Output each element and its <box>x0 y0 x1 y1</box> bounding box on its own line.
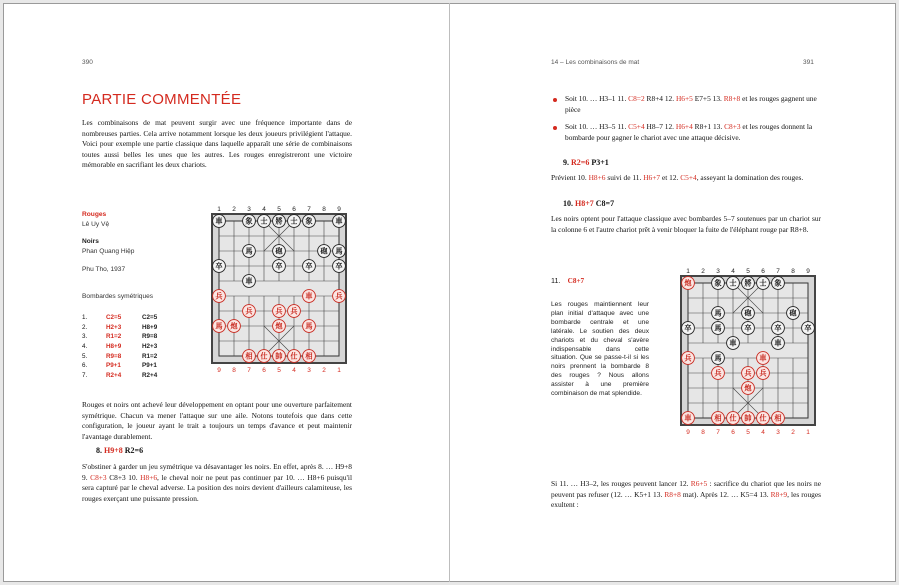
piece-glyph: 卒 <box>684 323 692 333</box>
red-piece <box>333 290 346 303</box>
move-cell-w: P9+1 <box>106 362 121 370</box>
file-label-top: 5 <box>746 268 750 275</box>
red-piece <box>213 290 226 303</box>
black-piece <box>742 322 755 335</box>
piece-glyph: 車 <box>215 216 223 226</box>
move-cell-n: 4. <box>82 343 88 351</box>
red-piece <box>757 352 770 365</box>
black-piece <box>712 307 725 320</box>
black-piece <box>273 260 286 273</box>
move-row <box>82 342 178 352</box>
piece-glyph: 炮 <box>684 278 692 288</box>
piece-glyph: 車 <box>335 216 343 226</box>
black-piece <box>303 260 316 273</box>
move-9: 9. R2=6 P3+1 <box>563 158 609 167</box>
black-piece <box>712 277 725 290</box>
black-piece <box>772 337 785 350</box>
move-cell-n: 2. <box>82 323 88 331</box>
piece-glyph: 馬 <box>335 246 343 256</box>
file-label-top: 4 <box>262 206 266 213</box>
piece-glyph: 砲 <box>789 308 797 318</box>
piece-glyph: 馬 <box>215 321 223 331</box>
red-piece <box>682 277 695 290</box>
piece-glyph: 砲 <box>275 246 283 256</box>
piece-glyph: 相 <box>245 351 253 361</box>
move-row <box>82 313 178 323</box>
file-label-top: 1 <box>217 206 221 213</box>
red-piece <box>258 350 271 363</box>
move-cell-b: H8+9 <box>142 323 158 331</box>
move-cell-w: H8+9 <box>106 343 122 351</box>
file-label-top: 7 <box>776 268 780 275</box>
red-piece <box>243 350 256 363</box>
red-piece <box>682 412 695 425</box>
file-label-top: 9 <box>806 268 810 275</box>
red-piece <box>712 412 725 425</box>
file-label-bottom: 2 <box>322 367 326 374</box>
red-piece <box>742 382 755 395</box>
piece-glyph: 卒 <box>804 323 812 333</box>
move-cell-w: R2+4 <box>106 371 122 379</box>
red-piece <box>303 290 316 303</box>
move-10: 10. H8+7 C8=7 <box>563 199 615 208</box>
file-label-bottom: 1 <box>806 429 810 436</box>
move-cell-n: 7. <box>82 371 88 379</box>
piece-glyph: 馬 <box>245 246 253 256</box>
move-cell-b: R9=8 <box>142 333 158 341</box>
black-piece <box>727 337 740 350</box>
piece-glyph: 馬 <box>714 308 722 318</box>
piece-glyph: 相 <box>714 413 722 423</box>
piece-glyph: 兵 <box>290 306 298 316</box>
piece-glyph: 車 <box>759 353 767 363</box>
file-label-bottom: 3 <box>776 429 780 436</box>
piece-glyph: 仕 <box>759 413 767 423</box>
move-cell-n: 6. <box>82 362 88 370</box>
piece-glyph: 將 <box>275 216 283 226</box>
piece-glyph: 兵 <box>275 306 283 316</box>
conclusion-paragraph: Si 11. … H3–2, les rouges peuvent lancer 12. R6+5 : sacrifice du chariot que les noirs ne peuvent pas refuser (12. … K5+1 13. R8+8 mat). Après 12. … K5=4 13. R8+9, les rouges exultent : <box>551 479 821 510</box>
piece-glyph: 卒 <box>774 323 782 333</box>
attack-paragraph: Les noirs optent pour l'attaque classique avec bombardes 5–7 soutenues par un chariot sur la colonne 6 et l'autre chariot prêt à venir bloquer la fuite de l'éléphant rouge par R8+8. <box>551 214 821 234</box>
red-piece <box>273 320 286 333</box>
black-piece <box>727 277 740 290</box>
red-player: Lê Uy Vệ <box>82 221 110 228</box>
move-row <box>82 323 178 333</box>
bullet-dot <box>553 98 557 102</box>
piece-glyph: 帥 <box>744 413 752 423</box>
piece-glyph: 兵 <box>684 353 692 363</box>
page-gutter <box>449 3 450 582</box>
black-piece <box>213 260 226 273</box>
right-page <box>451 3 895 582</box>
file-label-bottom: 9 <box>686 429 690 436</box>
file-label-top: 8 <box>322 206 326 213</box>
piece-glyph: 砲 <box>744 308 752 318</box>
piece-glyph: 象 <box>245 216 253 226</box>
red-piece <box>273 305 286 318</box>
piece-glyph: 車 <box>774 338 782 348</box>
board-diagram-2 <box>673 265 823 450</box>
piece-glyph: 士 <box>729 278 737 288</box>
red-piece <box>682 352 695 365</box>
piece-glyph: 馬 <box>714 323 722 333</box>
move-cell-b: C2=5 <box>142 314 158 322</box>
black-piece <box>243 245 256 258</box>
red-piece <box>228 320 241 333</box>
piece-glyph: 卒 <box>275 261 283 271</box>
right-page-number: 391 <box>803 59 814 66</box>
red-piece <box>712 367 725 380</box>
move-cell-b: H2+3 <box>142 343 158 351</box>
move-red: H9+8 <box>104 446 123 455</box>
piece-glyph: 卒 <box>744 323 752 333</box>
move-cell-w: C2=5 <box>106 314 122 322</box>
red-piece <box>213 320 226 333</box>
black-piece <box>712 322 725 335</box>
file-label-top: 8 <box>791 268 795 275</box>
piece-glyph: 兵 <box>714 368 722 378</box>
red-piece <box>273 350 286 363</box>
move-row <box>82 332 178 342</box>
file-label-top: 7 <box>307 206 311 213</box>
piece-glyph: 馬 <box>714 353 722 363</box>
piece-glyph: 帥 <box>275 351 283 361</box>
piece-glyph: 相 <box>774 413 782 423</box>
move-table <box>82 313 178 380</box>
piece-glyph: 象 <box>774 278 782 288</box>
file-label-bottom: 3 <box>307 367 311 374</box>
red-piece <box>243 305 256 318</box>
file-label-bottom: 9 <box>217 367 221 374</box>
move-black: R2=6 <box>124 446 144 455</box>
piece-glyph: 兵 <box>215 291 223 301</box>
black-piece <box>682 322 695 335</box>
piece-glyph: 車 <box>305 291 313 301</box>
prevention-paragraph: Prévient 10. H8+6 suivi de 11. H6+7 et 12. C5+4, asseyant la domination des rouges. <box>551 173 804 182</box>
file-label-bottom: 8 <box>232 367 236 374</box>
black-piece <box>772 322 785 335</box>
black-piece <box>288 215 301 228</box>
move-row <box>82 351 178 361</box>
piece-glyph: 兵 <box>245 306 253 316</box>
piece-glyph: 車 <box>684 413 692 423</box>
left-page <box>4 3 448 582</box>
red-piece <box>288 305 301 318</box>
left-page-number: 390 <box>82 59 93 66</box>
file-label-top: 4 <box>731 268 735 275</box>
file-label-bottom: 4 <box>761 429 765 436</box>
piece-glyph: 卒 <box>305 261 313 271</box>
black-piece <box>742 307 755 320</box>
red-piece <box>742 367 755 380</box>
piece-glyph: 仕 <box>729 413 737 423</box>
move-cell-n: 1. <box>82 314 88 322</box>
black-piece <box>333 260 346 273</box>
black-piece <box>787 307 800 320</box>
move-cell-b: P9+1 <box>142 362 157 370</box>
red-piece <box>303 350 316 363</box>
file-label-top: 6 <box>292 206 296 213</box>
move-cell-w: H2+3 <box>106 323 122 331</box>
file-label-bottom: 7 <box>247 367 251 374</box>
opening-name: Bombardes symétriques <box>82 293 154 300</box>
file-label-top: 5 <box>277 206 281 213</box>
move-row <box>82 361 178 371</box>
piece-glyph: 砲 <box>320 246 328 256</box>
black-piece <box>258 215 271 228</box>
bullet-1: Soit 10. … H3–1 11. C8=2 R8+4 12. H6+5 E7+5 13. R8+8 et les rouges gagnent une pièce <box>565 94 817 114</box>
red-piece <box>727 412 740 425</box>
red-piece <box>772 412 785 425</box>
red-piece <box>757 367 770 380</box>
bullet-dot <box>553 126 557 130</box>
black-piece <box>757 277 770 290</box>
file-label-top: 3 <box>716 268 720 275</box>
move-cell-w: R1=2 <box>106 333 122 341</box>
file-label-top: 1 <box>686 268 690 275</box>
bullet-2: Soit 10. … H3–5 11. C5+4 H8–7 12. H6+4 R8+1 13. C8+3 et les rouges donnent la bombarde pour gagner le chariot avec une attaque décisive. <box>565 122 813 142</box>
file-label-bottom: 2 <box>791 429 795 436</box>
piece-glyph: 士 <box>759 278 767 288</box>
file-label-top: 9 <box>337 206 341 213</box>
file-label-bottom: 4 <box>292 367 296 374</box>
piece-glyph: 象 <box>305 216 313 226</box>
black-piece <box>273 215 286 228</box>
black-piece <box>303 215 316 228</box>
development-paragraph: Rouges et noirs ont achevé leur développement en optant pour une ouverture parfaitement symétrique. Chacun va mener l'attaque sur une aile. Notons toutefois que dans cette configuration, le joueur ayant le trait a toujours un temps d'avance et peut maintenir l'avantage durablement. <box>82 400 352 441</box>
piece-glyph: 車 <box>245 276 253 286</box>
move-cell-b: R2+4 <box>142 371 158 379</box>
move-number: 8. <box>96 446 102 455</box>
piece-glyph: 相 <box>305 351 313 361</box>
black-player: Phan Quang Hiệp <box>82 248 135 255</box>
move-row <box>82 371 178 381</box>
piece-glyph: 象 <box>714 278 722 288</box>
game-place: Phu Tho, 1937 <box>82 266 126 273</box>
piece-glyph: 車 <box>729 338 737 348</box>
board-diagram-1 <box>204 203 354 388</box>
file-label-top: 3 <box>247 206 251 213</box>
black-piece <box>333 215 346 228</box>
red-piece <box>288 350 301 363</box>
piece-glyph: 士 <box>290 216 298 226</box>
black-label: Noirs <box>82 238 99 245</box>
file-label-bottom: 6 <box>731 429 735 436</box>
piece-glyph: 卒 <box>215 261 223 271</box>
file-label-top: 2 <box>232 206 236 213</box>
piece-glyph: 炮 <box>230 321 238 331</box>
file-label-bottom: 6 <box>262 367 266 374</box>
move-cell-n: 5. <box>82 352 88 360</box>
black-piece <box>318 245 331 258</box>
piece-glyph: 將 <box>744 278 752 288</box>
black-piece <box>243 275 256 288</box>
piece-glyph: 炮 <box>744 383 752 393</box>
file-label-bottom: 5 <box>746 429 750 436</box>
file-label-bottom: 7 <box>716 429 720 436</box>
move-8 <box>96 446 143 455</box>
analysis-paragraph: S'obstiner à garder un jeu symétrique va désavantager les noirs. En effet, après 8. … H9+8 9. C8+3 C8+3 10. H8+6, le cheval noir ne peut pas continuer par 10. … H8+6 puisqu'il sera capturé par le cheval adverse. La position des noirs devient d'ailleurs calamiteuse, les rouges exerçant une puissante pression. <box>82 462 352 503</box>
chapter-header: 14 – Les combinaisons de mat <box>551 59 640 66</box>
black-piece <box>213 215 226 228</box>
file-label-top: 6 <box>761 268 765 275</box>
piece-glyph: 馬 <box>305 321 313 331</box>
black-piece <box>273 245 286 258</box>
piece-glyph: 炮 <box>275 321 283 331</box>
intro-paragraph: Les combinaisons de mat peuvent surgir avec une fréquence importante dans de nombreuses parties. Cela arrive notamment lorsque les deux joueurs privilégient l'attaque. Voici pour exemple une partie classique dans laquelle apparaît une série de combinaisons toutes aussi belles les unes que les autres. Les rouges enregistreront une victoire mémorable en sacrifiant les deux chariots. <box>82 118 352 170</box>
piece-glyph: 兵 <box>335 291 343 301</box>
page-title: PARTIE COMMENTÉE <box>82 91 242 108</box>
red-piece <box>757 412 770 425</box>
black-piece <box>772 277 785 290</box>
black-piece <box>802 322 815 335</box>
piece-glyph: 兵 <box>759 368 767 378</box>
move-cell-w: R9=8 <box>106 352 122 360</box>
piece-glyph: 卒 <box>335 261 343 271</box>
move-cell-b: R1=2 <box>142 352 158 360</box>
piece-glyph: 仕 <box>260 351 268 361</box>
piece-glyph: 仕 <box>290 351 298 361</box>
black-piece <box>333 245 346 258</box>
red-piece <box>742 412 755 425</box>
piece-glyph: 士 <box>260 216 268 226</box>
move-cell-n: 3. <box>82 333 88 341</box>
black-piece <box>742 277 755 290</box>
red-piece <box>303 320 316 333</box>
file-label-top: 2 <box>701 268 705 275</box>
side-commentary: Les rouges maintiennent leur plan initial d'attaque avec une bombarde centrale et une latérale. Le soutien des deux chariots et du cheval s'avère indispensable dans cette situation. Que se passe-t-il si les noirs prennent la bombarde 8 des rouges ? Nous allons assister à une première combinaison de mat splendide. <box>551 301 649 398</box>
black-piece <box>243 215 256 228</box>
file-label-bottom: 8 <box>701 429 705 436</box>
move-11: 11. C8+7 <box>551 276 585 285</box>
black-piece <box>712 352 725 365</box>
file-label-bottom: 5 <box>277 367 281 374</box>
file-label-bottom: 1 <box>337 367 341 374</box>
red-label: Rouges <box>82 211 107 218</box>
piece-glyph: 兵 <box>744 368 752 378</box>
